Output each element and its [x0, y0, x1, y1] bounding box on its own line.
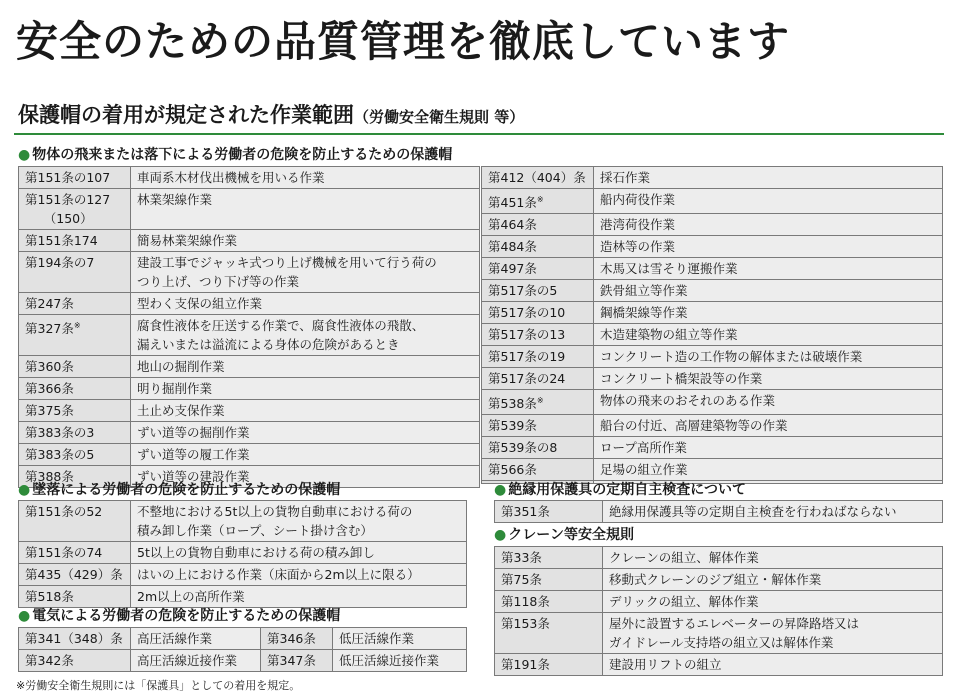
- table-row: [495, 569, 943, 591]
- work-description: コンクリート造の工作物の解体または破壊作業: [594, 346, 943, 368]
- work-description: 建設工事でジャッキ式つり上げ機械を用いて行う荷の つり上げ、つり下げ等の作業: [131, 252, 480, 293]
- work-description: 建設用リフトの組立: [603, 654, 943, 676]
- work-description: 簡易林業架線作業: [131, 230, 480, 252]
- regulation-article-text: 第518条: [25, 589, 74, 604]
- table-row: [482, 258, 943, 280]
- table-row: [482, 214, 943, 236]
- regulation-article: [19, 189, 131, 230]
- table-row: [495, 613, 943, 654]
- table-row: [19, 650, 467, 672]
- regulation-article-text: 第151条の127 （150）: [25, 192, 111, 226]
- regulation-article: [482, 302, 594, 324]
- regulation-article-text: 第327条: [25, 321, 74, 337]
- regulation-article-text: 第247条: [25, 296, 74, 311]
- regulation-article: [495, 613, 603, 654]
- footnote: ※労働安全衛生規則には「保護具」としての着用を規定。: [16, 679, 301, 692]
- table-row: [482, 189, 943, 214]
- regulation-article-text: 第538条: [488, 396, 537, 412]
- insulation-table: [494, 500, 943, 523]
- regulation-article-text: 第75条: [501, 572, 542, 587]
- work-description: 造林等の作業: [594, 236, 943, 258]
- fall-heading: [18, 481, 340, 499]
- regulation-article-text: 第517条の19: [488, 349, 566, 365]
- work-description: 絶縁用保護具等の定期自主検査を行わねばならない: [603, 501, 943, 523]
- work-description: 船内荷役作業: [594, 189, 943, 214]
- section-title-text: 保護帽の着用が規定された作業範囲: [18, 103, 354, 127]
- table-row: [19, 501, 467, 542]
- regulation-article-text: 第153条: [501, 616, 550, 631]
- regulation-article: [19, 422, 131, 444]
- regulation-article-text: 第151条174: [25, 233, 98, 248]
- work-description: 木馬又は雪そり運搬作業: [594, 258, 943, 280]
- regulation-article: [19, 378, 131, 400]
- fall-heading-text: 墜落による労働者の危険を防止するための保護帽: [32, 482, 341, 498]
- regulation-article: [495, 547, 603, 569]
- regulation-article-text: 第375条: [25, 403, 74, 418]
- work-description: 高圧活線作業: [131, 628, 261, 650]
- regulation-article: [19, 400, 131, 422]
- regulation-article-text: 第517条の10: [488, 305, 566, 321]
- work-description: 木造建築物の組立等作業: [594, 324, 943, 346]
- falling-table-right: [481, 166, 943, 484]
- work-description: 地山の掘削作業: [131, 356, 480, 378]
- work-description: 鉄骨組立等作業: [594, 280, 943, 302]
- electric-table: [18, 627, 467, 672]
- table-row: [482, 459, 943, 481]
- work-description: はいの上における作業（床面から2m以上に限る）: [131, 564, 467, 586]
- table-row: [495, 547, 943, 569]
- bullet-icon: ●: [18, 482, 31, 498]
- work-description: 物体の飛来のおそれのある作業: [594, 390, 943, 415]
- work-description: 採石作業: [594, 167, 943, 189]
- regulation-article: [482, 167, 594, 189]
- fall-body: [19, 501, 467, 608]
- regulation-article: [482, 214, 594, 236]
- work-description: 不整地における5t以上の貨物自動車における荷の 積み卸し作業（ロープ、シート掛け含む）: [131, 501, 467, 542]
- note-mark: ※: [73, 321, 81, 330]
- section-title: [18, 100, 524, 132]
- table-row: [19, 230, 480, 252]
- table-row: [19, 564, 467, 586]
- falling-left-body: [19, 167, 480, 488]
- insulation-body: [495, 501, 943, 523]
- crane-body: [495, 547, 943, 676]
- regulation-article-text: 第566条: [488, 462, 537, 478]
- regulation-article: [482, 346, 594, 368]
- regulation-article: 第346条: [261, 628, 333, 650]
- regulation-article: 第347条: [261, 650, 333, 672]
- regulation-article: [19, 586, 131, 608]
- work-description: 低圧活線近接作業: [333, 650, 467, 672]
- regulation-article-text: 第412（404）条: [488, 170, 586, 185]
- table-row: [19, 189, 480, 230]
- regulation-article-text: 第484条: [488, 239, 537, 255]
- table-row: [19, 444, 480, 466]
- table-row: [482, 346, 943, 368]
- table-row: [482, 368, 943, 390]
- work-description: 屋外に設置するエレベーターの昇降路塔又は ガイドレール支持塔の組立又は解体作業: [603, 613, 943, 654]
- work-description: 低圧活線作業: [333, 628, 467, 650]
- table-row: [19, 586, 467, 608]
- regulation-article: [19, 501, 131, 542]
- insulation-heading-text: 絶縁用保護具の定期自主検査について: [508, 482, 746, 498]
- table-row: [482, 437, 943, 459]
- work-description: デリックの組立、解体作業: [603, 591, 943, 613]
- table-row: [19, 378, 480, 400]
- regulation-article: [19, 564, 131, 586]
- regulation-article: [482, 189, 594, 214]
- table-row: [19, 252, 480, 293]
- table-row: [495, 591, 943, 613]
- regulation-article-text: 第517条の24: [488, 371, 566, 387]
- regulation-article: [482, 324, 594, 346]
- regulation-article: [19, 293, 131, 315]
- bullet-icon: ●: [494, 527, 507, 543]
- regulation-article-text: 第388条: [25, 469, 74, 484]
- regulation-article: [482, 415, 594, 437]
- table-row: [19, 167, 480, 189]
- regulation-article: [19, 252, 131, 293]
- regulation-article-text: 第118条: [501, 594, 550, 609]
- electric-body: [19, 628, 467, 672]
- regulation-article: [482, 280, 594, 302]
- regulation-article: [19, 444, 131, 466]
- note-mark: ※: [536, 195, 544, 204]
- table-row: [19, 356, 480, 378]
- regulation-article: 第341（348）条: [19, 628, 131, 650]
- work-description: 型わく支保の組立作業: [131, 293, 480, 315]
- falling-heading-text: 物体の飛来または落下による労働者の危険を防止するための保護帽: [32, 147, 453, 163]
- work-description: 鋼橋架線等作業: [594, 302, 943, 324]
- regulation-article: [482, 390, 594, 415]
- crane-heading: [494, 526, 634, 544]
- falling-right-body: [482, 167, 943, 484]
- table-row: [19, 315, 480, 356]
- regulation-article-text: 第517条の13: [488, 327, 566, 343]
- regulation-article: [482, 236, 594, 258]
- regulation-article: [482, 459, 594, 481]
- regulation-article-text: 第539条: [488, 418, 537, 434]
- work-description: 港湾荷役作業: [594, 214, 943, 236]
- table-row: [482, 415, 943, 437]
- work-description: 腐食性液体を圧送する作業で、腐食性液体の飛散、 漏えいまたは溢流による身体の危険があるとき: [131, 315, 480, 356]
- regulation-article-text: 第383条の5: [25, 447, 95, 462]
- work-description: ずい道等の建設作業: [131, 466, 480, 488]
- regulation-article-text: 第464条: [488, 217, 537, 233]
- regulation-article: [495, 591, 603, 613]
- work-description: 5t以上の貨物自動車における荷の積み卸し: [131, 542, 467, 564]
- bullet-icon: ●: [18, 147, 31, 163]
- regulation-article: [19, 230, 131, 252]
- regulation-article-text: 第497条: [488, 261, 537, 277]
- regulation-article-text: 第151条の52: [25, 504, 103, 519]
- regulation-article-text: 第351条: [501, 504, 550, 519]
- crane-table: [494, 546, 943, 676]
- table-row: [482, 280, 943, 302]
- table-row: [495, 654, 943, 676]
- regulation-article-text: 第366条: [25, 381, 74, 396]
- regulation-article: [19, 167, 131, 189]
- regulation-article: [495, 501, 603, 523]
- insulation-heading: [494, 481, 746, 499]
- regulation-article: [495, 654, 603, 676]
- regulation-article-text: 第151条の74: [25, 545, 103, 560]
- table-row: [19, 400, 480, 422]
- regulation-article-text: 第435（429）条: [25, 567, 123, 582]
- table-row: [19, 293, 480, 315]
- work-description: 車両系木材伐出機械を用いる作業: [131, 167, 480, 189]
- table-row: [482, 302, 943, 324]
- regulation-article: [495, 569, 603, 591]
- work-description: 明り掘削作業: [131, 378, 480, 400]
- electric-heading: [18, 607, 340, 625]
- table-row: [482, 167, 943, 189]
- note-mark: ※: [536, 396, 544, 406]
- electric-heading-text: 電気による労働者の危険を防止するための保護帽: [32, 608, 341, 624]
- work-description: 足場の組立作業: [594, 459, 943, 481]
- regulation-article: [19, 542, 131, 564]
- work-description: ロープ高所作業: [594, 437, 943, 459]
- crane-heading-text: クレーン等安全規則: [508, 527, 634, 543]
- table-row: [19, 628, 467, 650]
- green-divider: [14, 133, 944, 135]
- work-description: 2m以上の高所作業: [131, 586, 467, 608]
- table-row: [482, 390, 943, 415]
- regulation-article-text: 第191条: [501, 657, 550, 672]
- regulation-article-text: 第194条の7: [25, 255, 95, 270]
- regulation-article-text: 第151条の107: [25, 170, 111, 185]
- regulation-article: [19, 356, 131, 378]
- work-description: 船台の付近、高層建築物等の作業: [594, 415, 943, 437]
- work-description: 移動式クレーンのジブ組立・解体作業: [603, 569, 943, 591]
- regulation-article: [482, 258, 594, 280]
- section-title-note: （労働安全衛生規則 等）: [354, 108, 525, 126]
- work-description: 土止め支保作業: [131, 400, 480, 422]
- work-description: 高圧活線近接作業: [131, 650, 261, 672]
- work-description: ずい道等の履工作業: [131, 444, 480, 466]
- bullet-icon: ●: [494, 482, 507, 498]
- regulation-article: [19, 315, 131, 356]
- regulation-article: 第342条: [19, 650, 131, 672]
- table-row: [495, 501, 943, 523]
- falling-table-left: [18, 166, 480, 488]
- fall-table: [18, 500, 467, 608]
- regulation-article: [482, 368, 594, 390]
- regulation-article: [482, 437, 594, 459]
- table-row: [19, 542, 467, 564]
- bullet-icon: ●: [18, 608, 31, 624]
- regulation-article-text: 第33条: [501, 550, 542, 565]
- page-title: 安全のための品質管理を徹底しています: [16, 17, 791, 66]
- regulation-article-text: 第517条の5: [488, 283, 558, 299]
- table-row: [482, 236, 943, 258]
- falling-heading: [18, 146, 452, 164]
- table-row: [482, 324, 943, 346]
- regulation-article-text: 第451条: [488, 195, 537, 211]
- work-description: クレーンの組立、解体作業: [603, 547, 943, 569]
- work-description: コンクリート橋架設等の作業: [594, 368, 943, 390]
- work-description: ずい道等の掘削作業: [131, 422, 480, 444]
- regulation-article-text: 第383条の3: [25, 425, 95, 440]
- work-description: 林業架線作業: [131, 189, 480, 230]
- regulation-article-text: 第539条の8: [488, 440, 558, 456]
- table-row: [19, 422, 480, 444]
- regulation-article-text: 第360条: [25, 359, 74, 374]
